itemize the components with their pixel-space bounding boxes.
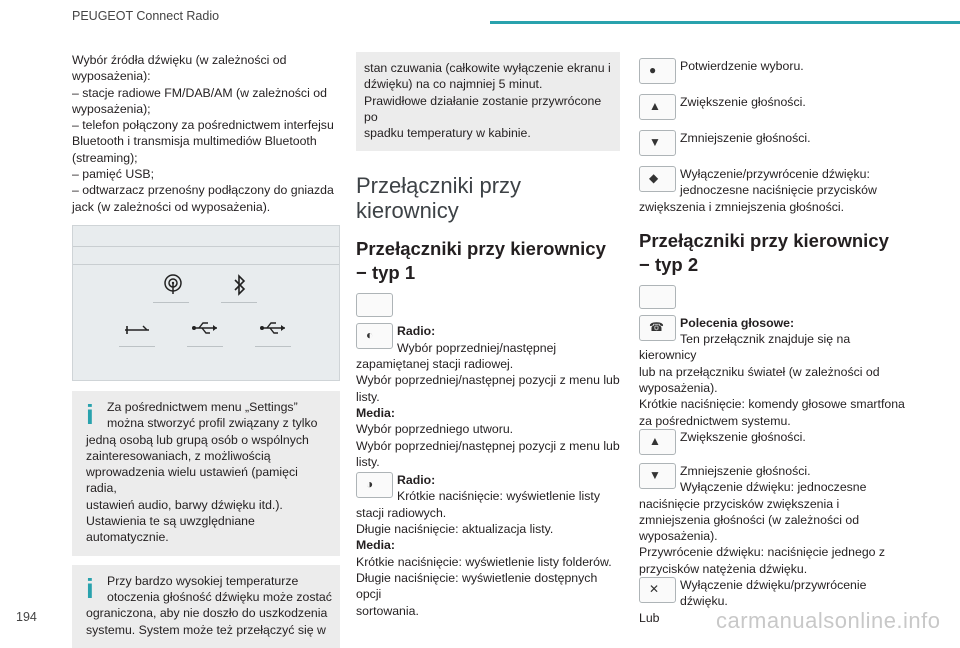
text-line: systemu. System może też przełączyć się w: [86, 622, 326, 637]
steering-control-illustration: [639, 285, 676, 309]
text-line: wyposażenia);: [72, 101, 151, 116]
subsection-heading-type1: Przełączniki przy kierownicy − typ 1: [356, 238, 606, 284]
icon-underline: [255, 346, 291, 347]
audio-source-panel-illustration: [72, 225, 340, 381]
volume-down-item: ▼ Zmniejszenie głośności.: [639, 130, 905, 158]
text-line: – stacje radiowe FM/DAB/AM (w zależności od: [72, 85, 327, 100]
info-box-profiles: [72, 391, 340, 556]
confirm-button-icon: ●: [639, 58, 676, 84]
column-2: [356, 52, 620, 619]
header-title: PEUGEOT Connect Radio: [72, 9, 220, 23]
text-line: jedną osobą lub grupą osób o wspólnych: [86, 432, 309, 447]
lub-text: Lub: [639, 610, 660, 625]
info-box-temperature-cont: [356, 52, 620, 151]
text-line: Za pośrednictwem menu „Settings”: [107, 399, 298, 414]
mute-item: ◆ Wyłączenie/przywrócenie dźwięku: jednoczesne naciśnięcie przycisków zwiększenia i zmniejszenia głośności.: [639, 167, 877, 214]
text-line: Prawidłowe działanie zostanie przywrócone po: [364, 93, 602, 124]
text-line: – pamięć USB;: [72, 167, 155, 182]
column-3: [639, 58, 905, 626]
voice-command-icon: ☎: [639, 315, 676, 341]
text-line: jack (w zależności od wyposażenia).: [72, 199, 271, 214]
section-heading: Przełączniki przy kierownicy: [356, 173, 522, 224]
text-line: ograniczona, aby nie doszło do uszkodzenia: [86, 606, 328, 621]
voice-command-block: ☎ Polecenia głosowe: Ten przełącznik znajduje się na kierownicy lub na przełączniku świateł (w zależności od wyposażenia). Krótkie naciśnięcie: komendy głosowe smartfona za pośrednictwem systemu.: [639, 315, 905, 428]
steering-control-illustration: [356, 293, 393, 317]
volume-up-item: ▲ Zwiększenie głośności.: [639, 94, 905, 122]
info-box-temperature: [72, 565, 340, 648]
usb-icon: [191, 320, 219, 338]
text-line: wyposażenia):: [72, 69, 151, 84]
mute-icon: ✕: [639, 577, 676, 603]
volume-down-icon: ▼: [639, 130, 676, 156]
volume-up-type2: ▲ Zwiększenie głośności.: [639, 429, 905, 457]
panel-divider: [73, 264, 339, 265]
radio-skip-block: ◐ Radio: Wybór poprzedniej/następnej zapamiętanej stacji radiowej. Wybór poprzedniej/następnej pozycji z menu lub listy. Media: Wybór poprzedniego utworu. Wybór poprzedniej/następnej pozycji z menu lub listy.: [356, 324, 620, 469]
text-line: Wybór źródła dźwięku (w zależności od: [72, 53, 287, 67]
volume-up-icon: ▲: [639, 94, 676, 120]
text-line: Przy bardzo wysokiej temperaturze: [107, 573, 299, 588]
text-line: – odtwarzacz przenośny podłączony do gniazda: [72, 183, 334, 198]
text-line: Ustawienia te są uwzględniane automatycznie.: [86, 514, 255, 545]
source-selection-text: [72, 52, 340, 215]
page-number: 194: [16, 610, 37, 624]
text-line: (streaming);: [72, 150, 138, 165]
text-line: – telefon połączony za pośrednictwem interfejsu: [72, 118, 334, 133]
radio-list-block: ◑ Radio: Krótkie naciśnięcie: wyświetlenie listy stacji radiowych. Długie naciśnięcie: aktualizacja listy. Media: Krótkie naciśnięcie: wyświetlenie listy folderów. Długie naciśnięcie: wyświetlenie dostępnych opcji sortowania.: [356, 473, 612, 618]
volume-up-icon: ▲: [639, 429, 676, 455]
icon-underline: [221, 302, 257, 303]
text-line: spadku temperatury w kabinie.: [364, 126, 531, 141]
mute-type2: ✕ Wyłączenie dźwięku/przywrócenie dźwięku. Lub: [639, 578, 867, 625]
icon-underline: [187, 346, 223, 347]
panel-divider: [73, 246, 339, 247]
mute-combo-icon: ◆: [639, 166, 676, 192]
text-line: Bluetooth i transmisja multimediów Bluetooth: [72, 134, 317, 149]
confirm-item: ● Potwierdzenie wyboru.: [639, 58, 905, 86]
usb-icon: [259, 320, 287, 338]
info-icon: i: [86, 398, 94, 430]
column-1: [72, 52, 340, 648]
text-line: wprowadzenia wielu ustawień (pamięci radia,: [86, 465, 298, 496]
volume-down-type2: ▼ Zmniejszenie głośności. Wyłączenie dźwięku: jednoczesne naciśnięcie przycisków zwiększenia i zmniejszenia głośności (w zależności od wyposażenia). Przywrócenie dźwięku: naciśnięcie jednego z przycisków natężenia dźwięku.: [639, 463, 886, 576]
icon-underline: [119, 346, 155, 347]
text-line: ustawień audio, barwy dźwięku itd.).: [86, 497, 283, 512]
info-icon: i: [86, 572, 94, 604]
subsection-heading-type2: Przełączniki przy kierownicy − typ 2: [639, 229, 889, 275]
text-line: zainteresowaniach, z możliwością: [86, 448, 271, 463]
volume-down-icon: ▼: [639, 463, 676, 489]
jack-icon: [123, 322, 151, 338]
thumbwheel-icon: ◐: [356, 323, 393, 349]
watermark: carmanualsonline.info: [716, 608, 941, 633]
carplay-icon: [163, 274, 183, 298]
thumbwheel-press-icon: ◑: [356, 472, 393, 498]
text-line: otoczenia głośność dźwięku może zostać: [107, 589, 332, 604]
bluetooth-icon: [233, 274, 247, 298]
text-line: można stworzyć profil związany z tylko: [107, 416, 318, 431]
icon-underline: [153, 302, 189, 303]
text-line: stan czuwania (całkowite wyłączenie ekranu i: [364, 61, 611, 75]
header-accent-bar: [490, 21, 960, 24]
text-line: dźwięku) na co najmniej 5 minut.: [364, 77, 543, 92]
